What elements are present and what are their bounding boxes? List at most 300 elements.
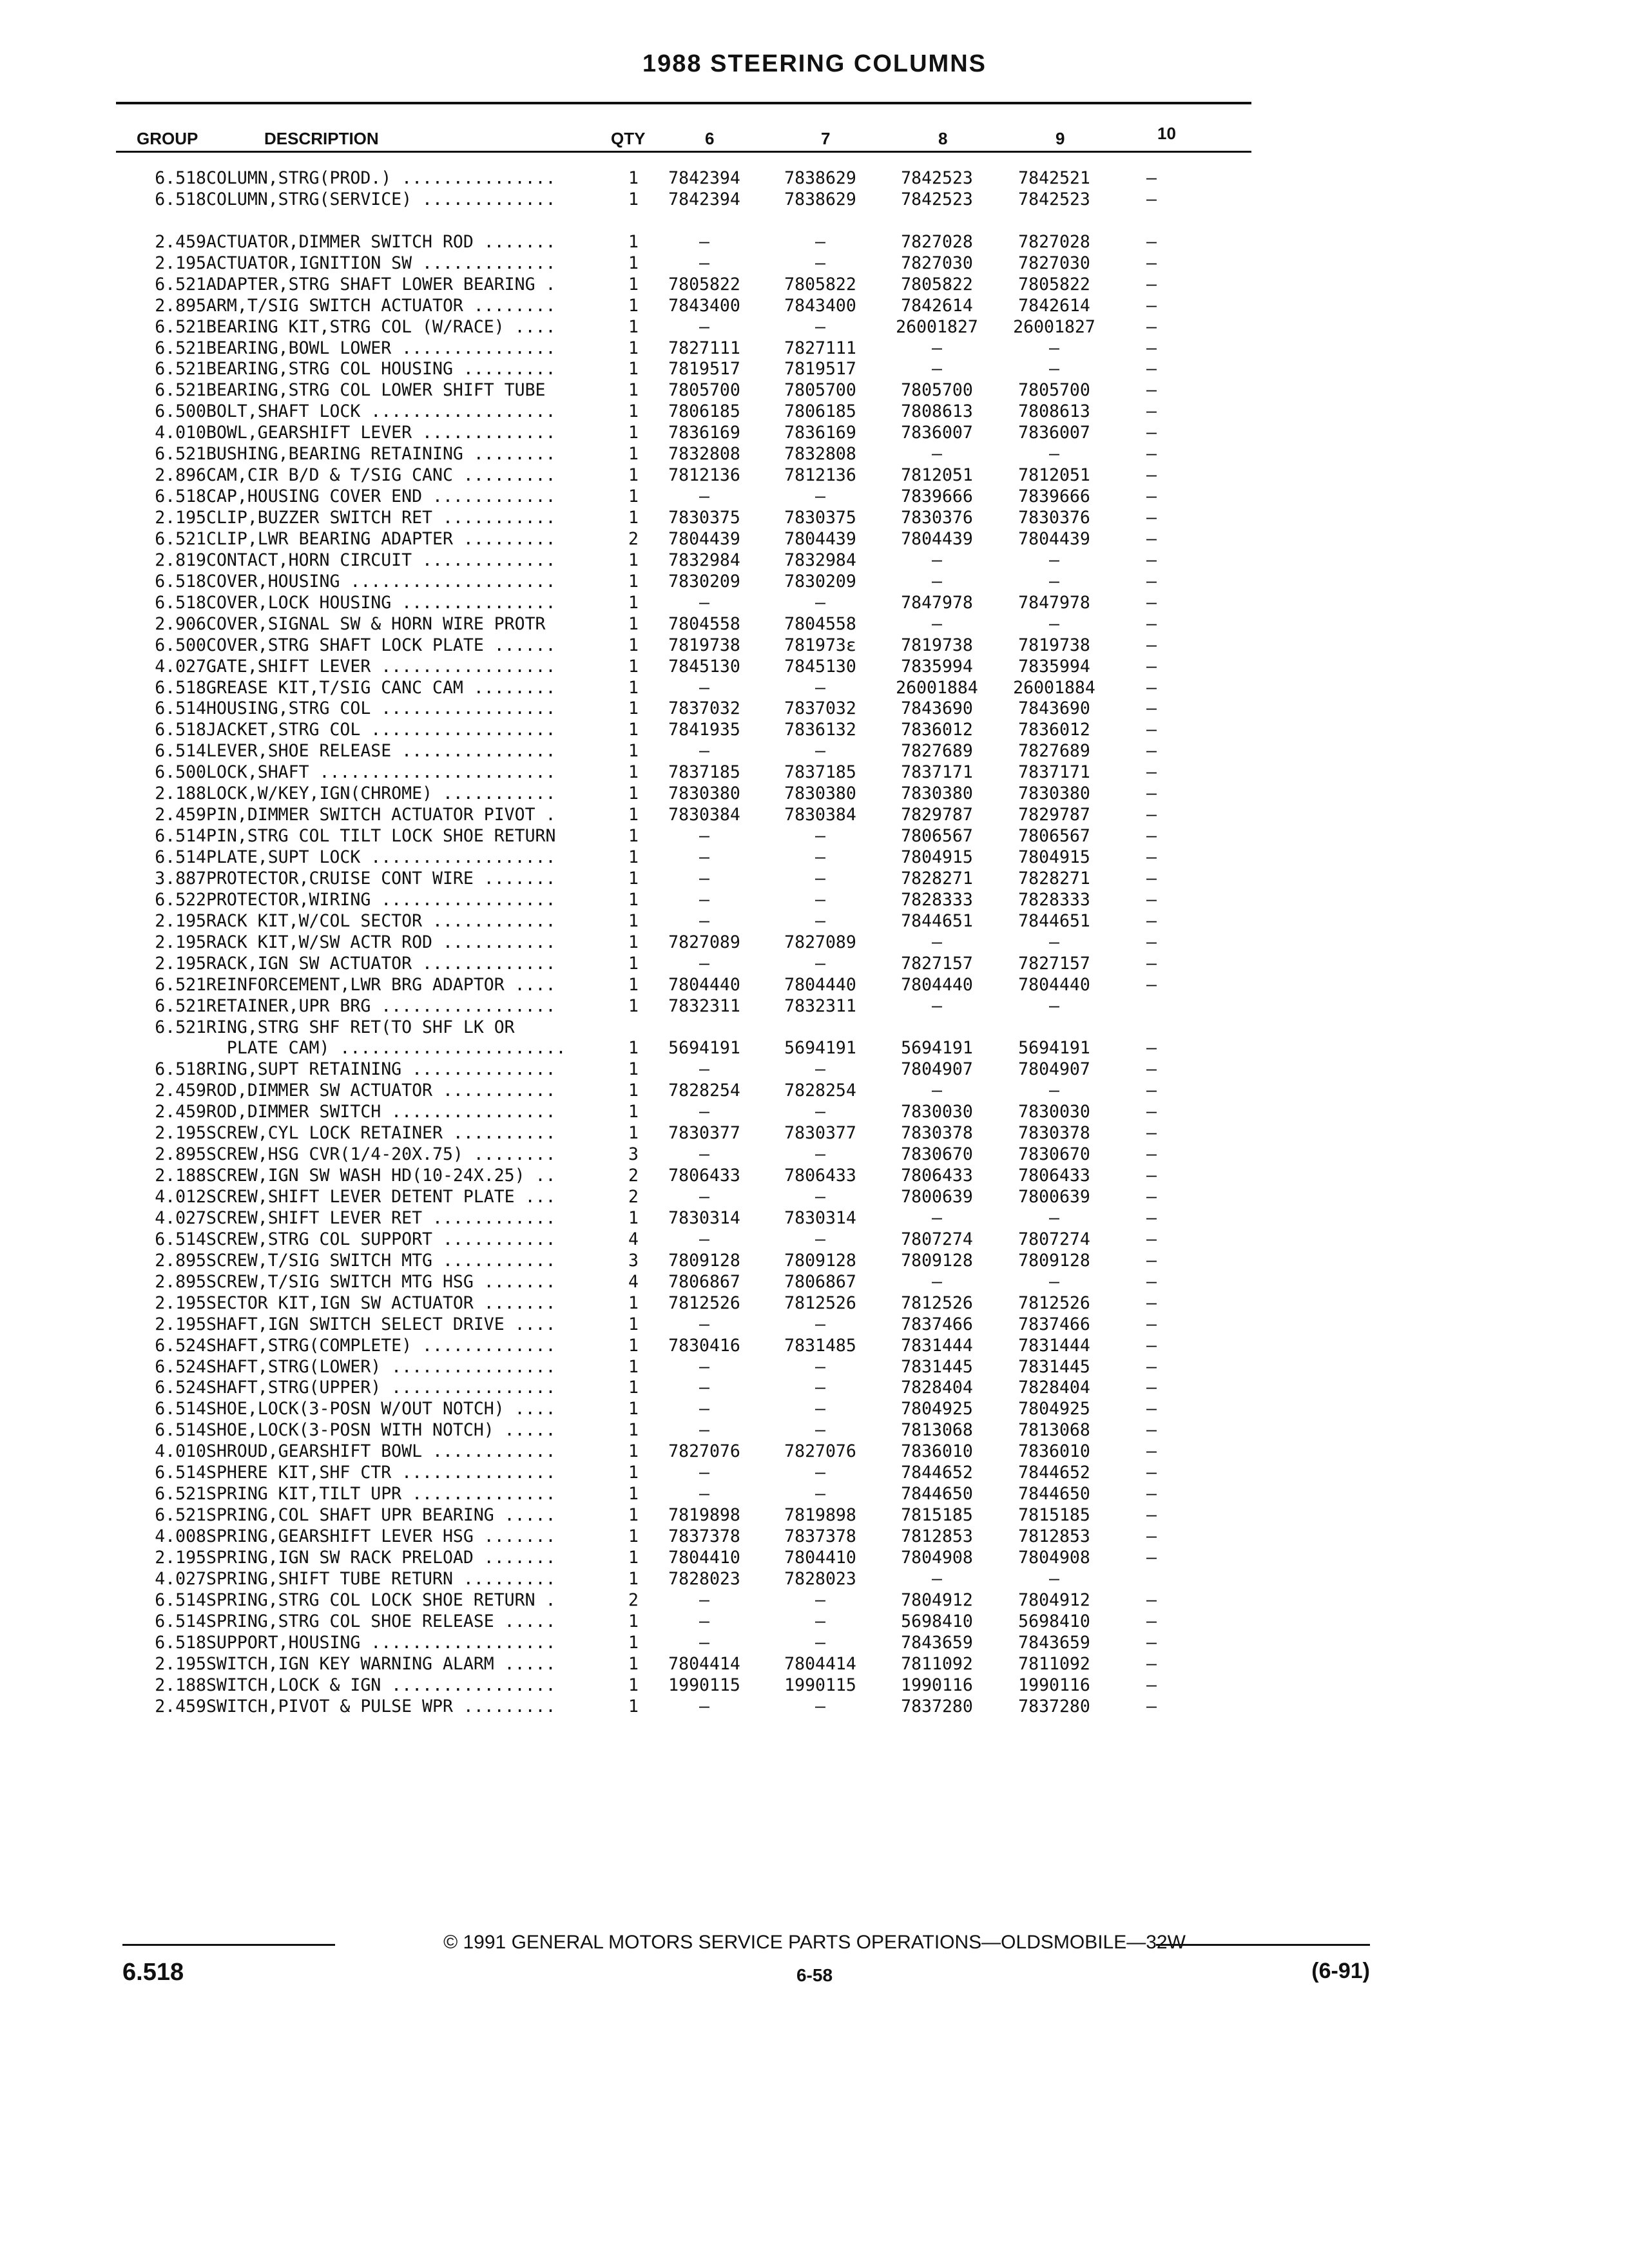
col10-cell: — [1146,1207,1157,1228]
group-cell: 6.521 [155,995,206,1016]
col7-cell: 7830384 [784,805,856,825]
description-cell: PROTECTOR,CRUISE CONT WIRE ....... [206,869,556,889]
group-cell: 2.195 [155,508,206,528]
col6-cell: 7804439 [668,528,740,549]
col9-cell: 7805822 [1018,274,1090,294]
group-cell: 4.027 [155,1568,206,1589]
col7-cell: 7830209 [784,571,856,591]
col8-cell: 7844652 [901,1463,973,1483]
qty-cell: 4 [628,1271,639,1292]
table-row [129,551,1190,572]
qty-cell: 1 [628,826,639,847]
col7-cell: — [815,889,825,910]
col6-cell: 7836169 [668,423,740,443]
table-row [129,1697,1190,1718]
qty-cell: 1 [628,1038,639,1059]
col8-cell: 7827028 [901,231,973,252]
col10-cell: — [1146,762,1157,783]
description-cell: SHAFT,STRG(COMPLETE) ............. [206,1336,556,1356]
table-row [129,1018,1190,1039]
table-row [129,636,1190,657]
col-header-7: 7 [821,129,831,148]
qty-cell: 1 [628,1611,639,1631]
col10-cell: — [1146,1229,1157,1249]
table-row [129,254,1190,275]
table-row [129,933,1190,954]
col9-cell: 7809128 [1018,1250,1090,1271]
col9-cell: 7844651 [1018,910,1090,931]
col9-cell: 7828404 [1018,1378,1090,1398]
col7-cell: 7843400 [784,295,856,316]
col-header-qty: QTY [611,129,646,148]
col6-cell: 7819738 [668,635,740,655]
qty-cell: 1 [628,1378,639,1398]
table-row [129,1145,1190,1166]
qty-cell: 2 [628,528,639,549]
description-cell: RETAINER,UPR BRG ................. [206,996,556,1016]
table-row [129,615,1190,636]
col10-cell: — [1146,1123,1157,1144]
col9-cell: 7836010 [1018,1441,1090,1462]
table-row [129,1591,1190,1612]
col7-cell: 7809128 [784,1250,856,1271]
description-cell: REINFORCEMENT,LWR BRG ADAPTOR .... [206,975,556,995]
qty-cell: 1 [628,805,639,825]
group-cell: 6.514 [155,1399,206,1419]
col6-cell: — [699,1399,709,1419]
col8-cell: — [932,550,942,570]
qty-cell: 1 [628,1696,639,1716]
col6-cell: 7830314 [668,1207,740,1228]
col7-cell: — [815,868,825,889]
col9-cell: 7808613 [1018,401,1090,422]
table-row [129,1209,1190,1230]
col-header-description: DESCRIPTION [264,129,379,148]
qty-cell: 1 [628,1335,639,1356]
qty-cell: 1 [628,613,639,634]
col8-cell: 7805700 [901,380,973,401]
col10-cell: — [1146,1187,1157,1207]
col8-cell: — [932,1568,942,1589]
col9-cell: 7812051 [1018,465,1090,486]
group-cell: 2.195 [155,953,206,974]
col6-cell: 7812526 [668,1293,740,1313]
description-cell: SPHERE KIT,SHF CTR ............... [206,1463,556,1483]
table-row [129,1166,1190,1187]
table-row [129,381,1190,402]
col10-cell: — [1146,1102,1157,1122]
qty-cell: 1 [628,762,639,783]
col7-cell: — [815,847,825,867]
col9-cell: 7835994 [1018,656,1090,677]
col7-cell: — [815,1632,825,1653]
col10-cell: — [1146,1653,1157,1674]
description-cell: BEARING KIT,STRG COL (W/RACE) .... [206,317,556,337]
qty-cell: 1 [628,995,639,1016]
col7-cell: — [815,826,825,847]
description-cell: SHROUD,GEARSHIFT BOWL ............ [206,1442,556,1462]
description-cell: BEARING,BOWL LOWER ............... [206,338,556,358]
table-row [129,912,1190,933]
col10-cell: — [1146,1399,1157,1419]
page-number: 6-58 [796,1965,833,1985]
description-cell: SCREW,T/SIG SWITCH MTG ........... [206,1251,556,1271]
qty-cell: 2 [628,1590,639,1610]
col8-cell: 7844650 [901,1484,973,1504]
table-row [129,1633,1190,1655]
col7-cell: — [815,741,825,762]
group-cell: 6.521 [155,1505,206,1526]
col9-cell: 7831445 [1018,1356,1090,1377]
col9-cell: — [1049,359,1059,380]
col10-cell: — [1146,508,1157,528]
col9-cell: 7804912 [1018,1590,1090,1610]
group-cell: 6.500 [155,762,206,783]
col10-cell: — [1146,571,1157,591]
col9-cell: 7847978 [1018,592,1090,613]
footer-group-number: 6.518 [122,1959,184,1986]
description-cell: SCREW,CYL LOCK RETAINER .......... [206,1124,556,1144]
col10-cell: — [1146,656,1157,677]
col8-cell: 7806433 [901,1166,973,1186]
col7-cell: 7832808 [784,444,856,465]
col8-cell: 7812526 [901,1293,973,1313]
group-cell: 2.195 [155,910,206,931]
col6-cell: 7819517 [668,359,740,380]
col6-cell: — [699,1229,709,1249]
group-cell: 6.514 [155,1590,206,1610]
table-row [129,848,1190,869]
group-cell: 2.819 [155,550,206,570]
col6-cell: — [699,1463,709,1483]
group-cell: 2.895 [155,1144,206,1165]
description-cell: SPRING,STRG COL LOCK SHOE RETURN . [206,1590,556,1610]
col6-cell: — [699,1356,709,1377]
col10-cell: — [1146,974,1157,995]
col6-cell: 7827111 [668,338,740,358]
col6-cell: 7806185 [668,401,740,422]
qty-cell: 1 [628,1505,639,1526]
col8-cell: 7843690 [901,698,973,719]
table-row [129,1442,1190,1463]
table-row [129,572,1190,593]
group-cell: 6.521 [155,1017,206,1037]
col6-cell: 7806433 [668,1166,740,1186]
group-cell: 6.518 [155,571,206,591]
col8-cell: 7827030 [901,253,973,273]
col8-cell: 7836007 [901,423,973,443]
group-cell: 6.518 [155,486,206,507]
col10-cell: — [1146,1484,1157,1504]
table-row [129,318,1190,339]
col7-cell: 7837378 [784,1526,856,1546]
table-row [129,487,1190,508]
table-row [129,190,1190,211]
col6-cell: — [699,847,709,867]
col9-cell: — [1049,932,1059,952]
table-row [129,1463,1190,1485]
description-cell: SCREW,STRG COL SUPPORT ........... [206,1229,556,1249]
col8-cell: 26001884 [896,677,978,698]
qty-cell: 1 [628,1653,639,1674]
col10-cell: — [1146,338,1157,358]
description-cell: COLUMN,STRG(SERVICE) ............. [206,189,556,209]
description-cell: CAM,CIR B/D & T/SIG CANC ......... [206,466,556,486]
col8-cell: 7847978 [901,592,973,613]
description-cell [206,211,621,233]
col10-cell: — [1146,316,1157,337]
col7-cell: 7830380 [784,783,856,804]
col8-cell: — [932,932,942,952]
group-cell [129,211,206,233]
col-header-9: 9 [1055,129,1065,148]
col8-cell [878,211,996,233]
col9-cell: 7843690 [1018,698,1090,719]
qty-cell: 1 [628,253,639,273]
table-row [129,360,1190,381]
description-cell: PROTECTOR,WIRING ................. [206,890,556,910]
col9-cell: — [1049,613,1059,634]
col7-cell: — [815,1144,825,1165]
col6-cell: 7832311 [668,995,740,1016]
col7-cell: 5694191 [784,1038,856,1059]
col10-cell: — [1146,826,1157,847]
col10-cell: — [1146,1314,1157,1334]
table-row [129,678,1190,700]
table-row [129,466,1190,487]
description-cell: COVER,HOUSING .................... [206,572,556,591]
col8-cell: 7805822 [901,274,973,294]
col6-cell: 7830375 [668,508,740,528]
qty-cell: 4 [628,1229,639,1249]
qty-cell: 1 [628,168,639,188]
col6-cell: — [699,592,709,613]
col8-cell: 7830670 [901,1144,973,1165]
col7-cell: — [815,1590,825,1610]
col9-cell: 7815185 [1018,1505,1090,1526]
qty-cell: 1 [628,380,639,401]
group-cell: 2.195 [155,1293,206,1313]
table-row [129,402,1190,423]
group-cell: 2.195 [155,1314,206,1334]
description-cell: ROD,DIMMER SW ACTUATOR ........... [206,1081,556,1101]
col9-cell: 5698410 [1018,1611,1090,1631]
col10-cell: — [1146,253,1157,273]
description-cell: CLIP,LWR BEARING ADAPTER ......... [206,529,556,549]
col6-cell: — [699,889,709,910]
qty-cell: 1 [628,508,639,528]
col8-cell: 7804908 [901,1547,973,1568]
col6-cell: 7845130 [668,656,740,677]
col6-cell: — [699,1590,709,1610]
col7-cell: 7838629 [784,168,856,188]
description-cell: SPRING,STRG COL SHOE RELEASE ..... [206,1611,556,1631]
qty-cell: 1 [628,1081,639,1101]
table-row [129,1655,1190,1676]
col7-cell: 7827089 [784,932,856,952]
col10-cell: — [1146,359,1157,380]
col8-cell: 7808613 [901,401,973,422]
table-row [129,1081,1190,1102]
description-cell: SHOE,LOCK(3-POSN W/OUT NOTCH) .... [206,1399,556,1419]
table-row [129,1060,1190,1081]
col6-cell: — [699,486,709,507]
col7-cell: 7804439 [784,528,856,549]
description-cell: ROD,DIMMER SWITCH ................ [206,1102,556,1122]
col10-cell: — [1146,1696,1157,1716]
col6-cell: 7830384 [668,805,740,825]
col8-cell: 7807274 [901,1229,973,1249]
col6-cell: 1990115 [668,1675,740,1695]
group-cell: 2.459 [155,231,206,252]
col10-cell: — [1146,1632,1157,1653]
group-cell: 4.010 [155,1441,206,1462]
description-cell: GREASE KIT,T/SIG CANC CAM ........ [206,678,556,698]
col7-cell: 7827111 [784,338,856,358]
group-cell: 4.008 [155,1526,206,1546]
qty-cell: 1 [628,1059,639,1080]
qty-cell: 1 [628,401,639,422]
col6-cell: — [699,677,709,698]
col10-cell: — [1146,1526,1157,1546]
description-cell: SPRING,COL SHAFT UPR BEARING ..... [206,1506,556,1526]
col8-cell: — [932,1207,942,1228]
col8-cell: 7828333 [901,889,973,910]
group-cell: 6.518 [155,720,206,740]
col7-cell: 7837032 [784,698,856,719]
col8-cell: 7842614 [901,295,973,316]
group-cell: 6.524 [155,1335,206,1356]
col7-cell: 7805822 [784,274,856,294]
group-cell: 6.500 [155,401,206,422]
qty-cell [621,211,646,233]
col10-cell: — [1146,868,1157,889]
col7-cell [762,211,878,233]
col10-cell: — [1146,592,1157,613]
col8-cell: 26001827 [896,316,978,337]
description-cell: COVER,SIGNAL SW & HORN WIRE PROTR [206,614,546,634]
qty-cell: 1 [628,1293,639,1313]
col8-cell: 7842523 [901,168,973,188]
col7-cell: 7832311 [784,995,856,1016]
col10-cell: — [1146,889,1157,910]
col6-cell: 7804410 [668,1547,740,1568]
description-cell: RACK KIT,W/SW ACTR ROD ........... [206,932,556,952]
group-cell: 6.521 [155,274,206,294]
col10-cell: — [1146,698,1157,719]
table-row [129,1548,1190,1570]
description-cell: SWITCH,LOCK & IGN ................ [206,1675,556,1695]
col10-cell: — [1146,1144,1157,1165]
col8-cell: 7804912 [901,1590,973,1610]
group-cell: 2.459 [155,1102,206,1122]
col8-cell: 7830380 [901,783,973,804]
col10-cell: — [1146,423,1157,443]
col8-cell: 7839666 [901,486,973,507]
description-cell: BUSHING,BEARING RETAINING ........ [206,445,556,465]
col6-cell: 7805700 [668,380,740,401]
col9-cell: — [1049,550,1059,570]
col8-cell: 7804440 [901,974,973,995]
group-cell: 6.514 [155,1420,206,1441]
col6-cell: 7843400 [668,295,740,316]
qty-cell: 1 [628,338,639,358]
table-row [129,699,1190,720]
col6-cell: — [699,1059,709,1080]
qty-cell: 1 [628,1526,639,1546]
col10-cell: — [1146,635,1157,655]
table-row [129,890,1190,912]
group-cell: 6.518 [155,168,206,188]
col10-cell: — [1146,1547,1157,1568]
col7-cell: — [815,231,825,252]
col7-cell: — [815,677,825,698]
table-row [129,720,1190,742]
group-cell: 6.518 [155,677,206,698]
col6-cell: — [699,231,709,252]
col8-cell: — [932,359,942,380]
col10-cell: — [1146,1059,1157,1080]
qty-cell: 1 [628,1441,639,1462]
col8-cell: 7830030 [901,1102,973,1122]
col7-cell: 7827076 [784,1441,856,1462]
col6-cell: 7832808 [668,444,740,465]
col7-cell: 7828023 [784,1568,856,1589]
qty-cell: 1 [628,698,639,719]
description-cell: LOCK,SHAFT ....................... [206,763,556,783]
col10-cell: — [1146,465,1157,486]
col9-cell: 7842521 [1018,168,1090,188]
col10-cell: — [1146,1293,1157,1313]
col10-cell [1113,1570,1190,1591]
group-cell: 2.188 [155,1675,206,1695]
col10-cell: — [1146,274,1157,294]
description-cell: PIN,STRG COL TILT LOCK SHOE RETURN [206,827,556,847]
col6-cell: — [699,253,709,273]
col9-cell: 7827157 [1018,953,1090,974]
col9-cell: 7836012 [1018,720,1090,740]
col9-cell: 7830378 [1018,1123,1090,1144]
table-row [129,763,1190,784]
table-row [129,1187,1190,1209]
table-row [129,1336,1190,1358]
table-row [129,508,1190,530]
description-cell: JACKET,STRG COL .................. [206,720,556,740]
qty-cell: 3 [628,1144,639,1165]
col6-cell: — [699,1484,709,1504]
table-row [129,1399,1190,1421]
group-cell: 6.514 [155,1229,206,1249]
col6-cell: 7841935 [668,720,740,740]
col8-cell: 7844651 [901,910,973,931]
table-row [129,593,1190,615]
col9-cell: 7804440 [1018,974,1090,995]
qty-cell: 1 [628,932,639,952]
col10-cell: — [1146,486,1157,507]
col8-cell: 5694191 [901,1038,973,1059]
col7-cell: — [815,1059,825,1080]
col9-cell: 7837171 [1018,762,1090,783]
table-row [129,975,1190,997]
col9-cell: 26001827 [1013,316,1095,337]
qty-cell: 2 [628,1187,639,1207]
table-row [129,530,1190,551]
description-cell: RING,SUPT RETAINING .............. [206,1060,556,1080]
table-row [129,339,1190,360]
col9-cell: 7806567 [1018,826,1090,847]
qty-cell: 1 [628,1547,639,1568]
description-cell: BEARING,STRG COL HOUSING ......... [206,360,556,380]
